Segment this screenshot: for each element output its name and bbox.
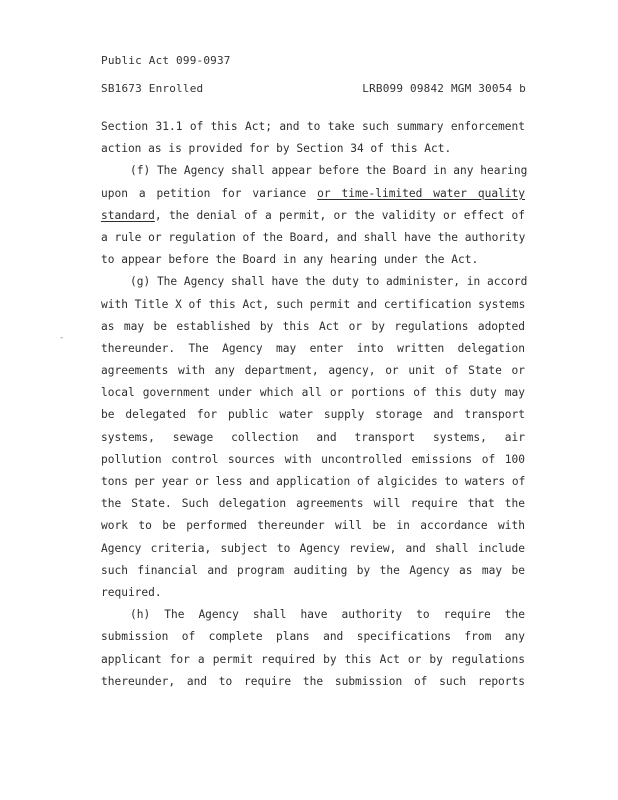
text-line: required. [101,585,162,599]
underlined-amendment-text: standard [101,208,155,222]
text-line [101,183,525,205]
bill-number: SB1673 Enrolled [101,82,204,95]
public-act-title: Public Act 099-0937 [101,54,231,67]
text-line: (f) The Agency shall appear before the Board in any hearing [130,164,528,178]
text-line: systems, sewage collection and transport systems, air [101,430,525,444]
text-line: applicant for a permit required by this Act or by regulations [101,652,525,666]
text-line: tons per year or less and application of algicides to waters of [101,475,526,488]
underlined-amendment-text: or time-limited water quality [317,186,526,200]
text-line: agreements with any department, agency, or unit of State or [101,364,525,378]
text-line: Agency criteria, subject to Agency review, and shall include [101,541,525,555]
text-line: the State. Such delegation agreements will require that the [101,497,525,511]
text-line: a rule or regulation of the Board, and shall have the authority [101,230,526,244]
text-line: (g) The Agency shall have the duty to administer, in accord [130,275,528,289]
text-line [101,205,525,227]
text-line: local government under which all or portions of this duty may [101,386,525,400]
text-line: action as is provided for by Section 34 of this Act. [101,142,452,156]
text-line: Section 31.1 of this Act; and to take such summary enforcement [101,120,525,133]
text-line: thereunder. The Agency may enter into written delegation [101,341,525,355]
text-line: work to be performed thereunder will be in accordance with [101,519,525,533]
text-line: such financial and program auditing by the Agency as may be [101,563,525,577]
margin-mark: - [59,333,65,343]
text-segment: , the denial of a permit, or the validity or effect of [154,208,525,222]
text-segment: upon a petition for variance [101,186,318,200]
text-line: (h) The Agency shall have authority to require the [130,608,525,622]
text-line: to appear before the Board in any hearing under the Act. [101,253,479,267]
text-line: with Title X of this Act, such permit and certification systems [101,297,526,311]
text-line: thereunder, and to require the submission of such reports [101,674,525,688]
text-line: pollution control sources with uncontrolled emissions of 100 [101,452,525,466]
text-line: be delegated for public water supply storage and transport [101,408,525,422]
text-line: submission of complete plans and specifications from any [101,630,525,644]
statute-body-text [101,116,528,693]
lrb-number: LRB099 09842 MGM 30054 b [362,82,526,95]
text-line: as may be established by this Act or by regulations adopted [101,319,525,333]
